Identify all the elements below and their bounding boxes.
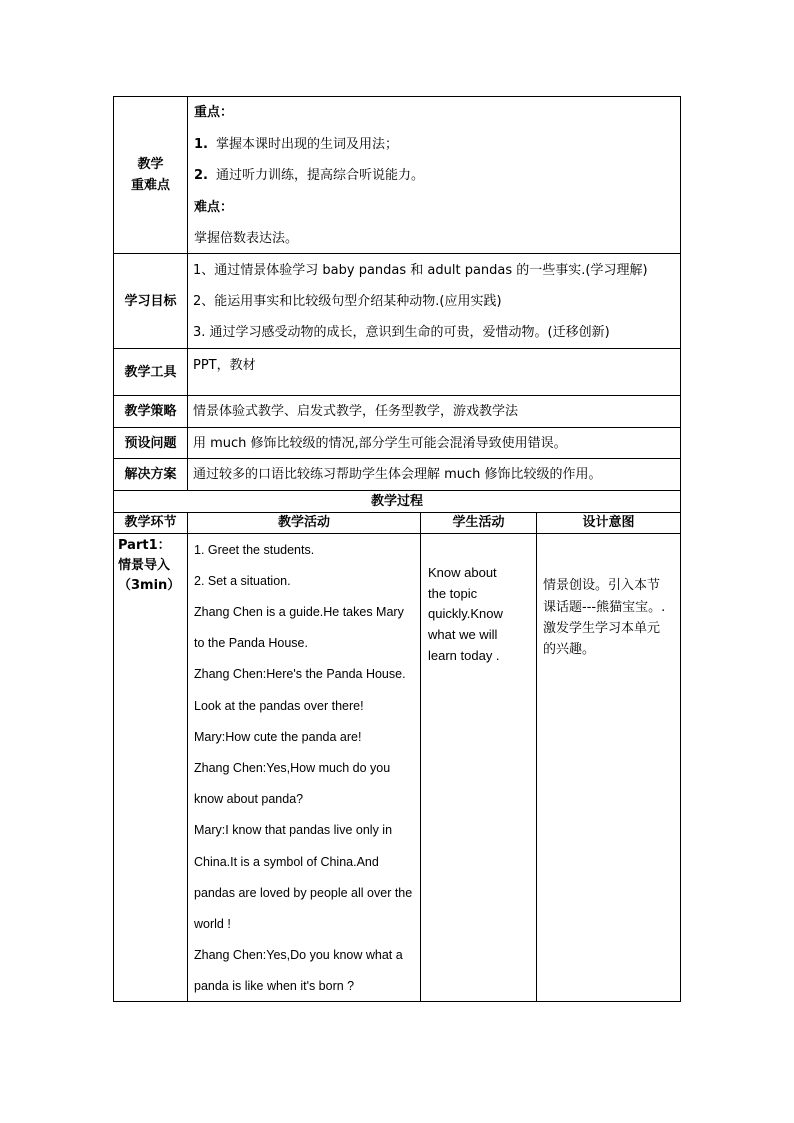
design-intent-line: 激发学生学习本单元 <box>543 621 661 636</box>
table-border <box>113 427 681 428</box>
student-activity-line: quickly.Know <box>428 606 503 621</box>
student-activity-line: what we will <box>428 627 498 642</box>
activity-line: Mary:I know that pandas live only in <box>194 823 393 837</box>
key-point-2-text: 通过听力训练，提高综合听说能力。 <box>216 168 425 183</box>
student-activity-line: learn today . <box>428 648 500 663</box>
design-intent-line: 的兴趣。 <box>543 642 596 657</box>
stage-part1-line1: Part1： <box>118 538 171 553</box>
design-intent-line: 情景创设。引入本节 <box>543 578 661 593</box>
teaching-tools-text: PPT，教材 <box>193 358 256 373</box>
table-border <box>113 96 681 97</box>
key-points-heading: 重点： <box>194 105 234 120</box>
activity-line: Zhang Chen is a guide.He takes Mary <box>194 605 404 619</box>
table-border <box>113 533 681 534</box>
learning-goal-2: 2、能运用事实和比较级句型介绍某种动物.(应用实践) <box>193 294 502 309</box>
difficult-points-heading: 难点： <box>194 200 234 215</box>
activity-line: Mary:How cute the panda are! <box>194 730 362 744</box>
row-label-solutions: 解决方案 <box>124 467 177 482</box>
table-border <box>680 96 681 1002</box>
table-border <box>113 490 681 491</box>
row-label-teaching-strategy: 教学策略 <box>124 404 177 419</box>
row-label-learning-goals: 学习目标 <box>124 294 177 309</box>
activity-line: Zhang Chen:Here's the Panda House. <box>194 667 406 681</box>
row-label-teaching-tools: 教学工具 <box>124 365 177 380</box>
row-label-anticipated-problems: 预设问题 <box>124 436 177 451</box>
header-teaching-activity: 教学活动 <box>277 515 330 530</box>
stage-part1-line2: 情景导入 <box>118 558 171 573</box>
table-border <box>113 348 681 349</box>
design-intent-line: 课话题---熊猫宝宝。. <box>543 600 666 615</box>
teaching-strategy-text: 情景体验式教学、启发式教学，任务型教学，游戏教学法 <box>193 404 519 419</box>
header-stage: 教学环节 <box>124 515 177 530</box>
header-design-intent: 设计意图 <box>582 515 635 530</box>
stage-part1-line3: （3min） <box>118 578 181 593</box>
activity-line: Look at the pandas over there! <box>194 699 364 713</box>
student-activity-line: the topic <box>428 586 478 601</box>
activity-line: know about panda? <box>194 792 304 806</box>
table-border <box>420 512 421 1002</box>
key-point-2-number: 2. <box>194 168 208 183</box>
table-border <box>187 96 188 491</box>
key-point-1-text: 掌握本课时出现的生词及用法； <box>216 137 399 152</box>
activity-line: Zhang Chen:Yes,How much do you <box>194 761 391 775</box>
table-border <box>113 1001 681 1002</box>
student-activity-line: Know about <box>428 565 497 580</box>
learning-goal-1: 1、通过情景体验学习 baby pandas 和 adult pandas 的一些事实.(学习理解) <box>193 263 648 278</box>
table-border <box>187 512 188 1002</box>
row-label-key-difficult-line2: 重难点 <box>130 178 170 193</box>
table-border <box>113 512 681 513</box>
table-border <box>536 512 537 1002</box>
header-student-activity: 学生活动 <box>452 515 505 530</box>
activity-line: panda is like when it's born ? <box>194 979 355 993</box>
row-label-key-difficult-line1: 教学 <box>137 157 164 172</box>
table-border <box>113 458 681 459</box>
solutions-text: 通过较多的口语比较练习帮助学生体会理解 much 修饰比较级的作用。 <box>193 467 602 482</box>
anticipated-problems-text: 用 much 修饰比较级的情况,部分学生可能会混淆导致使用错误。 <box>193 436 567 451</box>
learning-goal-3: 3. 通过学习感受动物的成长，意识到生命的可贵，爱惜动物。(迁移创新) <box>193 325 610 340</box>
table-border <box>113 96 114 1002</box>
activity-line: Zhang Chen:Yes,Do you know what a <box>194 948 403 962</box>
activity-line: 1. Greet the students. <box>194 543 315 557</box>
activity-line: pandas are loved by people all over the <box>194 886 413 900</box>
activity-line: world ! <box>194 917 231 931</box>
process-title: 教学过程 <box>370 494 423 509</box>
activity-line: China.It is a symbol of China.And <box>194 855 379 869</box>
activity-line: 2. Set a situation. <box>194 574 291 588</box>
difficult-point-text: 掌握倍数表达法。 <box>194 231 299 246</box>
activity-line: to the Panda House. <box>194 636 308 650</box>
table-border <box>113 395 681 396</box>
key-point-1-number: 1. <box>194 137 208 152</box>
table-border <box>113 253 681 254</box>
